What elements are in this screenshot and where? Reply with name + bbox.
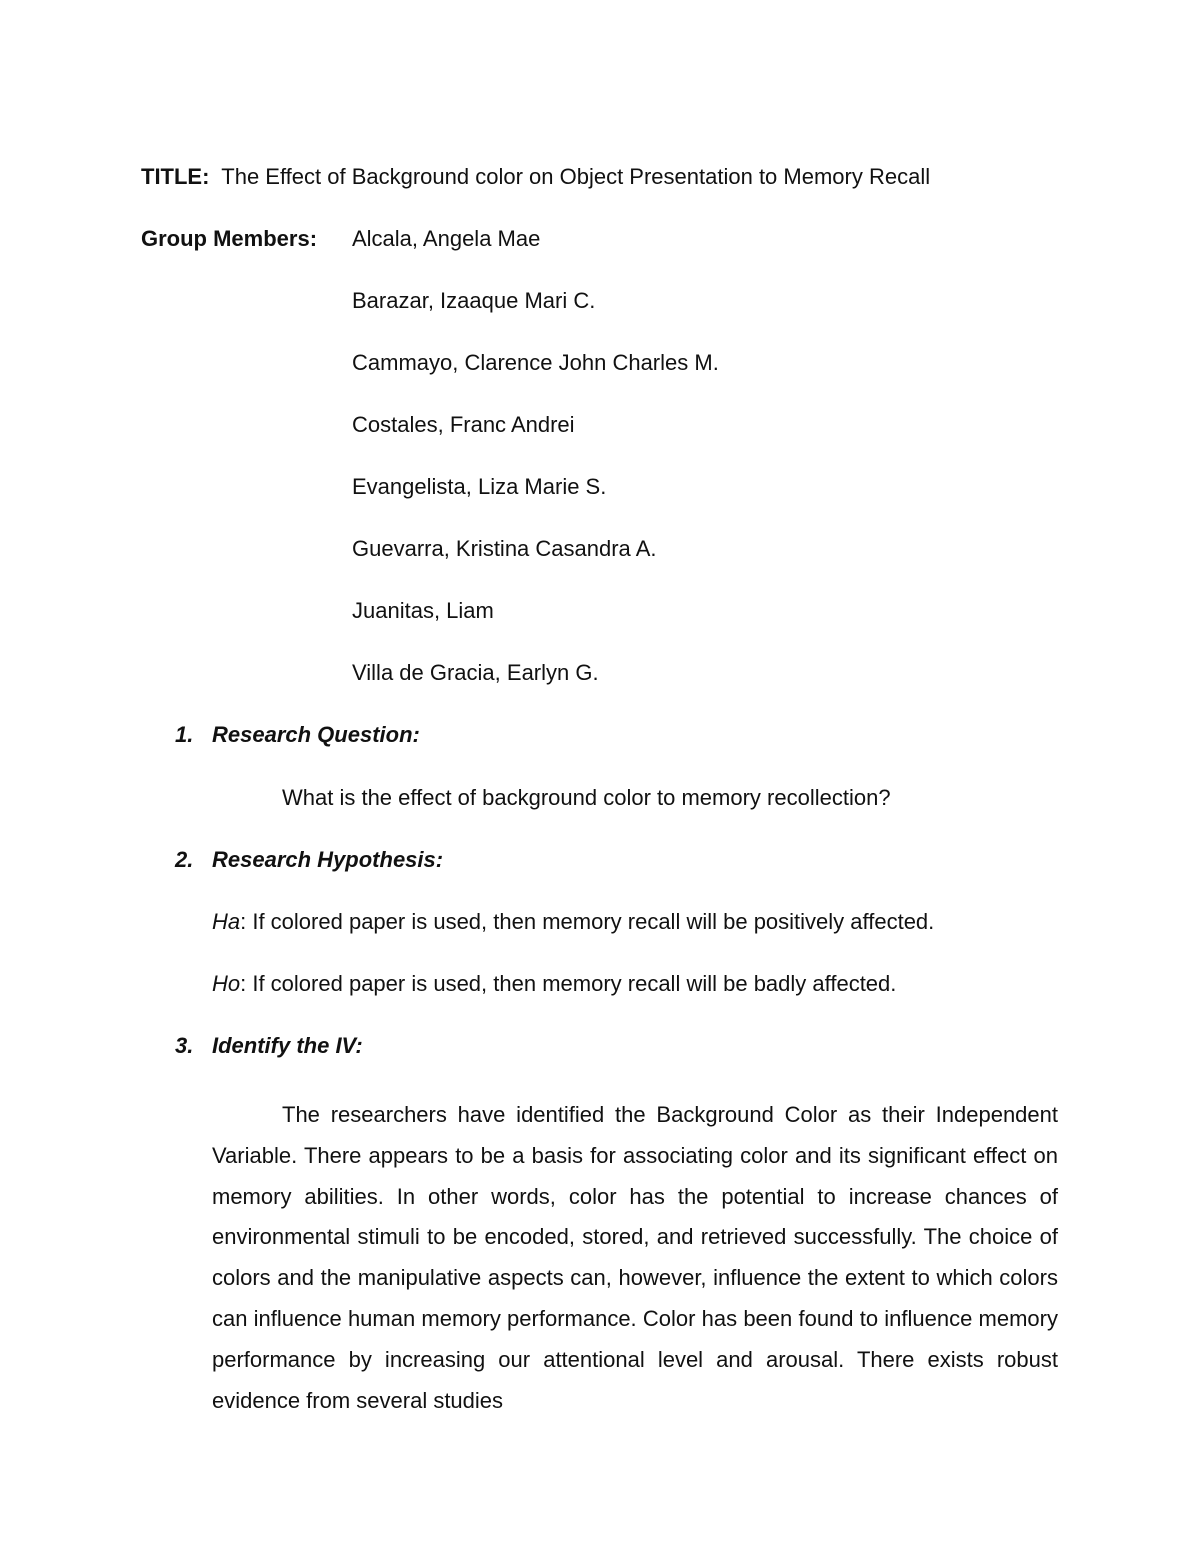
ho-text: : If colored paper is used, then memory recall will be badly affected. <box>240 971 897 996</box>
hypothesis-ha <box>212 909 934 935</box>
member-name: Cammayo, Clarence John Charles M. <box>352 350 719 375</box>
ha-text: : If colored paper is used, then memory recall will be positively affected. <box>240 909 935 934</box>
section-heading-research-question: Research Question: <box>212 722 420 747</box>
group-members-label: Group Members: <box>141 226 318 251</box>
section-number: 3. <box>175 1033 194 1058</box>
section-heading-identify-iv: Identify the IV: <box>212 1033 363 1058</box>
title-text: The Effect of Background color on Object Presentation to Memory Recall <box>221 164 931 189</box>
ha-label: Ha <box>212 909 241 934</box>
title-label: TITLE: <box>141 164 210 189</box>
ho-label: Ho <box>212 971 241 996</box>
section-number: 1. <box>175 722 194 747</box>
section-heading-research-hypothesis: Research Hypothesis: <box>212 847 444 872</box>
member-name: Alcala, Angela Mae <box>352 226 541 251</box>
member-name: Evangelista, Liza Marie S. <box>352 474 607 499</box>
member-name: Juanitas, Liam <box>352 598 494 623</box>
hypothesis-ho <box>212 971 896 997</box>
document-title <box>141 164 930 190</box>
iv-paragraph: The researchers have identified the Background Color as their Independent Variable. There appears to be a basis for associating color and its significant effect on memory abilities. In other words, color has the potential to increase chances of environmental stimuli to be encoded, stored, and retrieved successfully. The choice of colors and the manipulative aspects can, however, influence the extent to which colors can influence human memory performance. Color has been found to influence memory performance by increasing our attentional level and arousal. There exists robust evidence from several studies <box>212 1102 1058 1413</box>
member-name: Guevarra, Kristina Casandra A. <box>352 536 657 561</box>
section-number: 2. <box>175 847 194 872</box>
member-name: Costales, Franc Andrei <box>352 412 575 437</box>
member-name: Villa de Gracia, Earlyn G. <box>352 660 599 685</box>
research-question-text: What is the effect of background color to memory recollection? <box>282 785 891 810</box>
member-name: Barazar, Izaaque Mari C. <box>352 288 596 313</box>
